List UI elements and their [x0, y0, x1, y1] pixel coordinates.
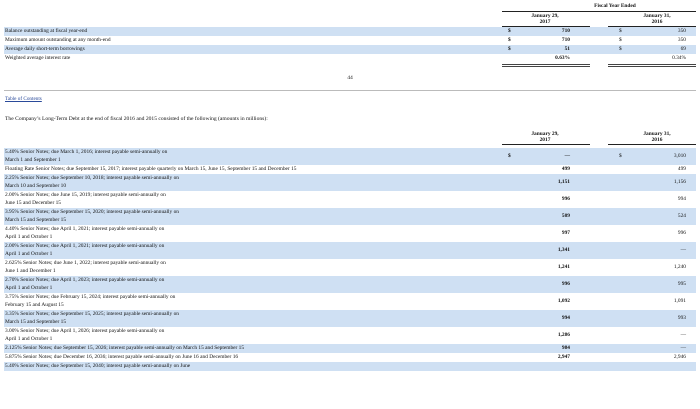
- debt-description-line: 3.75% Senior Notes; due February 15, 2024; interest payable semi-annually on: [5, 294, 176, 300]
- debt-description-line: 2.00% Senior Notes; due April 1, 2021; interest payable semi-annually on: [5, 243, 165, 249]
- row-label: Weighted average interest rate: [5, 55, 71, 61]
- debt-description-line: 2.70% Senior Notes; due April 1, 2023; interest payable semi-annually on: [5, 277, 165, 283]
- value-2016: 995: [677, 281, 686, 287]
- value-2017: 710: [561, 28, 570, 34]
- value-2016: 3,010: [673, 153, 686, 159]
- debt-description-line: 5.40% Senior Notes; due March 1, 2016; interest payable semi-annually on: [5, 149, 168, 155]
- value-2017: 996: [561, 281, 570, 287]
- total-rule: [608, 64, 696, 65]
- debt-description-line: 5.875% Senior Notes; due December 16, 2036; interest payable semi-annually on June 16 and December 16: [5, 354, 239, 360]
- col2-header-line1: January 31,: [643, 13, 671, 19]
- table-of-contents-link[interactable]: Table of Contents: [5, 96, 42, 102]
- value-2016: 350: [677, 28, 686, 34]
- debt-description-line: April 1 and October 1: [5, 285, 53, 291]
- row-label: Maximum amount outstanding at any month-end: [5, 37, 111, 43]
- value-2017: 997: [561, 230, 570, 236]
- currency-symbol: $: [619, 153, 622, 159]
- currency-symbol: $: [508, 37, 511, 43]
- debt-description-line: June 15 and December 15: [5, 200, 61, 206]
- value-2016: —: [680, 345, 686, 351]
- debt-col1-header-line2: 2017: [539, 137, 551, 143]
- value-2016: 1,156: [673, 179, 686, 185]
- debt-description-line: March 10 and September 10: [5, 183, 67, 189]
- debt-col2-header-line2: 2016: [651, 137, 663, 143]
- value-2017: 994: [561, 315, 570, 321]
- debt-description-line: 5.40% Senior Notes; due September 15, 2040; interest payable semi-annually on June: [5, 363, 191, 369]
- value-2017: 984: [561, 345, 570, 351]
- debt-description-line: June 1 and December 1: [5, 268, 56, 274]
- debt-description-line: February 15 and August 15: [5, 302, 64, 308]
- page-number: 44: [347, 75, 353, 81]
- fiscal-year-header: Fiscal Year Ended: [594, 3, 636, 9]
- value-2016: 993: [677, 315, 686, 321]
- debt-col2-header-line1: January 31,: [643, 131, 671, 137]
- debt-description-line: April 1 and October 1: [5, 234, 53, 240]
- currency-symbol: $: [508, 46, 511, 52]
- value-2017: —: [564, 153, 570, 159]
- debt-description-line: 4.40% Senior Notes; due April 1, 2021; interest payable semi-annually on: [5, 226, 165, 232]
- debt-description-line: 2.125% Senior Notes; due September 15, 2026; interest payable semi-annually on March 15 and September 15: [5, 345, 245, 351]
- debt-description-line: 3.35% Senior Notes; due September 15, 2025; interest payable semi-annually on: [5, 311, 179, 317]
- value-2017: 0.63%: [555, 55, 570, 61]
- debt-description-line: March 15 and September 15: [5, 319, 67, 325]
- debt-col1-header-rule: [502, 144, 590, 145]
- row-band: [4, 45, 696, 54]
- debt-description-line: April 1 and October 1: [5, 251, 53, 257]
- value-2016: 996: [677, 230, 686, 236]
- col1-header-line2: 2017: [539, 19, 551, 25]
- value-2017: 1,286: [557, 332, 570, 338]
- value-2016: 1,240: [673, 264, 686, 270]
- value-2016: 2,946: [673, 354, 686, 360]
- value-2017: 499: [561, 166, 570, 172]
- value-2017: 1,092: [557, 298, 570, 304]
- value-2017: 509: [561, 213, 570, 219]
- value-2017: 1,241: [557, 264, 570, 270]
- value-2016: 524: [677, 213, 686, 219]
- currency-symbol: $: [619, 28, 622, 34]
- row-label: Average daily short-term borrowings: [5, 46, 85, 52]
- value-2016: 499: [677, 166, 686, 172]
- debt-description-line: 3.95% Senior Notes; due September 15, 2020; interest payable semi-annually on: [5, 209, 179, 215]
- col2-header-line2: 2016: [651, 19, 663, 25]
- value-2016: 994: [677, 196, 686, 202]
- header-rule: [502, 11, 696, 12]
- debt-description-line: 3.00% Senior Notes; due April 1, 2026; interest payable semi-annually on: [5, 328, 165, 334]
- value-2017: 51: [564, 46, 570, 52]
- currency-symbol: $: [508, 153, 511, 159]
- total-double-rule: [608, 66, 696, 67]
- value-2016: 350: [677, 37, 686, 43]
- debt-description-line: March 15 and September 15: [5, 217, 67, 223]
- total-rule: [502, 64, 590, 65]
- value-2017: 1,151: [557, 179, 570, 185]
- page-break-rule: [4, 90, 696, 91]
- row-band: [4, 27, 696, 36]
- debt-description-line: April 1 and October 1: [5, 336, 53, 342]
- total-double-rule: [502, 66, 590, 67]
- debt-col2-header-rule: [608, 144, 696, 145]
- value-2016: 1,091: [673, 298, 686, 304]
- currency-symbol: $: [619, 46, 622, 52]
- currency-symbol: $: [508, 28, 511, 34]
- long-term-debt-intro: The Company’s Long-Term Debt at the end of fiscal 2016 and 2015 consisted of the following (amounts in millions):: [5, 116, 268, 122]
- debt-description-line: 2.25% Senior Notes; due September 10, 2018; interest payable semi-annually on: [5, 175, 179, 181]
- debt-description-line: March 1 and September 1: [5, 157, 61, 163]
- value-2017: 1,341: [557, 247, 570, 253]
- debt-description-line: 2.625% Senior Notes; due June 1, 2022; interest payable semi-annually on: [5, 260, 166, 266]
- value-2017: 2,947: [557, 354, 570, 360]
- row-label: Balance outstanding at fiscal year-end: [5, 28, 88, 34]
- value-2016: 69: [680, 46, 686, 52]
- debt-description-line: Floating Rate Senior Notes; due September 15, 2017; interest payable quarterly on March 15, June 15, September 15 and December 15: [5, 166, 297, 172]
- debt-col1-header-line1: January 29,: [531, 131, 559, 137]
- value-2017: 710: [561, 37, 570, 43]
- value-2016: 0.34%: [672, 55, 686, 61]
- value-2016: —: [680, 247, 686, 253]
- col1-header-line1: January 29,: [531, 13, 559, 19]
- value-2017: 996: [561, 196, 570, 202]
- value-2016: —: [680, 332, 686, 338]
- currency-symbol: $: [619, 37, 622, 43]
- debt-description-line: 2.00% Senior Notes; due June 15, 2019; interest payable semi-annually on: [5, 192, 166, 198]
